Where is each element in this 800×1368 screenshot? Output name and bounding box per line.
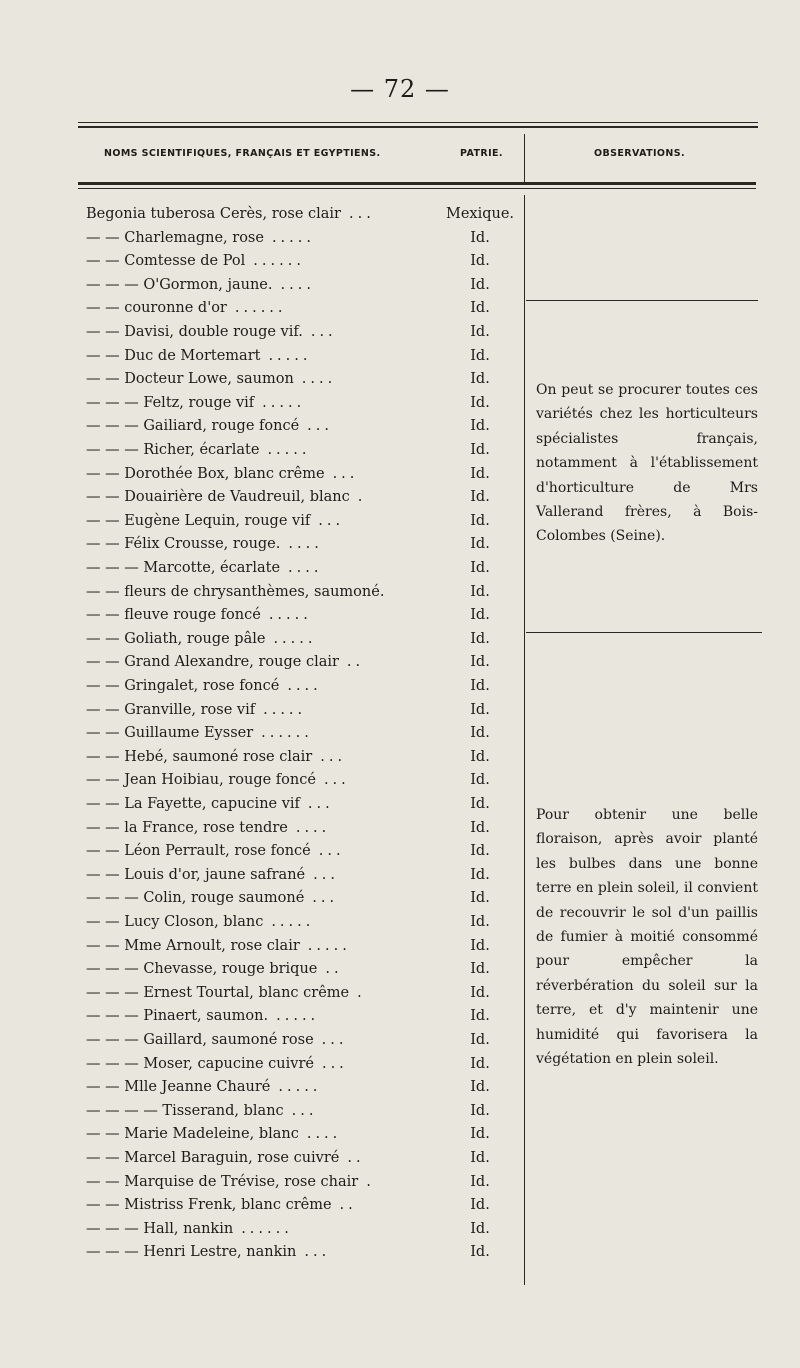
patrie-cell: Id. xyxy=(470,442,490,458)
species-name: — — Mme Arnoult, rose clair xyxy=(86,938,300,954)
table-row xyxy=(86,699,306,721)
leader-dots: ..... xyxy=(276,1008,320,1024)
species-name: — — Marcel Baraguin, rose cuivré xyxy=(86,1150,340,1166)
patrie-cell: Id. xyxy=(470,1008,490,1024)
table-row xyxy=(86,604,312,626)
species-name: — — Lucy Closon, blanc xyxy=(86,914,264,930)
leader-dots: ... xyxy=(321,1056,348,1072)
table-row xyxy=(86,1241,330,1263)
leader-dots: ..... xyxy=(307,938,351,954)
species-name: — — Douairière de Vaudreuil, blanc xyxy=(86,489,350,505)
table-row xyxy=(86,439,311,461)
species-name: — — — O'Gormon, jaune. xyxy=(86,277,273,293)
leader-dots: . xyxy=(366,1174,375,1190)
patrie-cell: Id. xyxy=(470,961,490,977)
patrie-cell: Id. xyxy=(470,1103,490,1119)
patrie-cell: Id. xyxy=(470,772,490,788)
patrie-cell: Id. xyxy=(470,938,490,954)
species-name: — — — Gailiard, rouge foncé xyxy=(86,418,300,434)
table-row xyxy=(86,274,315,296)
table-row xyxy=(86,345,312,367)
table-row xyxy=(86,1194,357,1216)
table-row xyxy=(86,840,345,862)
table-row xyxy=(86,297,287,319)
leader-dots: ... xyxy=(332,466,359,482)
table-row xyxy=(86,510,344,532)
patrie-cell: Id. xyxy=(470,1221,490,1237)
table-row xyxy=(86,392,305,414)
patrie-cell: Mexique. xyxy=(445,206,515,222)
patrie-cell: Id. xyxy=(470,985,490,1001)
leader-dots: ... xyxy=(318,513,345,529)
leader-dots: . xyxy=(357,985,366,1001)
patrie-cell: Id. xyxy=(470,1126,490,1142)
species-name: — — Grand Alexandre, rouge clair xyxy=(86,654,339,670)
species-name: — — couronne d'or xyxy=(86,300,227,316)
species-name: — — Granville, rose vif xyxy=(86,702,256,718)
species-name: — — Davisi, double rouge vif. xyxy=(86,324,303,340)
table-row xyxy=(86,321,337,343)
patrie-cell: Id. xyxy=(470,654,490,670)
species-name: — — — Gaillard, saumoné rose xyxy=(86,1032,314,1048)
patrie-cell: Id. xyxy=(470,702,490,718)
header-observations: OBSERVATIONS. xyxy=(594,148,685,159)
species-name: — — — Marcotte, écarlate xyxy=(86,560,281,576)
leader-dots: ... xyxy=(291,1103,318,1119)
leader-dots: ... xyxy=(307,796,334,812)
leader-dots: ... xyxy=(320,749,347,765)
table-row xyxy=(86,722,313,744)
leader-dots: .... xyxy=(280,277,315,293)
leader-dots: ..... xyxy=(263,702,307,718)
table-row xyxy=(86,958,343,980)
species-name: Begonia tuberosa Cerès, rose clair xyxy=(86,206,341,222)
patrie-cell: Id. xyxy=(470,277,490,293)
patrie-cell: Id. xyxy=(470,796,490,812)
leader-dots: ..... xyxy=(273,631,317,647)
patrie-cell: Id. xyxy=(470,749,490,765)
patrie-cell: Id. xyxy=(470,418,490,434)
leader-dots: .... xyxy=(295,820,331,836)
table-row xyxy=(86,887,338,909)
species-name: — — Eugène Lequin, rouge vif xyxy=(86,513,311,529)
leader-dots: ..... xyxy=(268,607,312,623)
top-rule-thick xyxy=(78,126,758,128)
leader-dots: .... xyxy=(288,536,323,552)
patrie-cell: Id. xyxy=(470,1197,490,1213)
table-row xyxy=(86,817,330,839)
patrie-cell: Id. xyxy=(470,466,490,482)
patrie-cell: Id. xyxy=(470,489,490,505)
patrie-cell: Id. xyxy=(470,1174,490,1190)
leader-dots: ... xyxy=(348,206,375,222)
species-name: — — Marie Madeleine, blanc xyxy=(86,1126,299,1142)
table-row xyxy=(86,227,315,249)
patrie-cell: Id. xyxy=(470,560,490,576)
leader-dots: ...... xyxy=(261,725,313,741)
column-divider-body xyxy=(524,195,525,1285)
observation-note-1: On peut se procurer toutes ces variétés chez les horticulteurs spécialistes français, notamment à l'établissement d'horticulture de Mrs Vallerand frères, à Bois-Colombes (Seine). xyxy=(536,382,758,545)
table-row xyxy=(86,1218,293,1240)
table-row xyxy=(86,1147,365,1169)
species-name: — — — — Tisserand, blanc xyxy=(86,1103,284,1119)
species-name: — — Charlemagne, rose xyxy=(86,230,264,246)
leader-dots: .. xyxy=(346,654,365,670)
leader-dots: ... xyxy=(304,1244,331,1260)
leader-dots: .. xyxy=(339,1197,357,1213)
patrie-cell: Id. xyxy=(470,230,490,246)
leader-dots: .. xyxy=(325,961,343,977)
species-name: — — — Pinaert, saumon. xyxy=(86,1008,269,1024)
observation-note-2: Pour obtenir une belle floraison, après avoir planté les bulbes dans une bonne terre en plein soleil, il convient de recouvrir le sol d'un paillis de fumier à moitié consommé pour empêcher la réverbération du soleil sur la terre, et d'y maintenir une humidité qui favorisera la végétation en plein soleil. xyxy=(536,807,758,1068)
patrie-cell: Id. xyxy=(470,843,490,859)
obs-separator-mid xyxy=(526,632,762,633)
patrie-cell: Id. xyxy=(470,1150,490,1166)
obs-separator-top xyxy=(526,300,758,301)
table-row xyxy=(86,203,375,225)
species-name: — — Guillaume Eysser xyxy=(86,725,254,741)
patrie-cell: Id. xyxy=(470,678,490,694)
patrie-cell: Id. xyxy=(470,348,490,364)
species-name: — — Mlle Jeanne Chauré xyxy=(86,1079,271,1095)
patrie-cell: Id. xyxy=(470,914,490,930)
table-row xyxy=(86,935,351,957)
top-rule-thin xyxy=(78,122,758,123)
leader-dots: ..... xyxy=(278,1079,322,1095)
table-row xyxy=(86,982,366,1004)
patrie-cell: Id. xyxy=(470,584,490,600)
table-row xyxy=(86,1076,321,1098)
species-name: — — — Richer, écarlate xyxy=(86,442,260,458)
leader-dots: ... xyxy=(321,1032,348,1048)
leader-dots: ..... xyxy=(262,395,306,411)
species-name: — — Goliath, rouge pâle xyxy=(86,631,266,647)
table-row xyxy=(86,746,346,768)
species-name: — — — Moser, capucine cuivré xyxy=(86,1056,314,1072)
patrie-cell: Id. xyxy=(470,725,490,741)
patrie-cell: Id. xyxy=(470,1079,490,1095)
species-name: — — — Colin, rouge saumoné xyxy=(86,890,305,906)
patrie-cell: Id. xyxy=(470,1244,490,1260)
table-row xyxy=(86,911,314,933)
table-row xyxy=(86,628,317,650)
leader-dots: .... xyxy=(288,560,323,576)
table-row xyxy=(86,581,392,603)
table-row xyxy=(86,557,322,579)
species-name: — — — Feltz, rouge vif xyxy=(86,395,255,411)
leader-dots: .... xyxy=(301,371,337,387)
species-name: — — la France, rose tendre xyxy=(86,820,288,836)
leader-dots: ...... xyxy=(241,1221,293,1237)
leader-dots: .... xyxy=(287,678,322,694)
patrie-cell: Id. xyxy=(470,513,490,529)
table-row xyxy=(86,533,323,555)
patrie-cell: Id. xyxy=(470,300,490,316)
leader-dots: ..... xyxy=(267,442,311,458)
leader-dots: ... xyxy=(310,324,337,340)
table-row xyxy=(86,1053,348,1075)
header-names: NOMS SCIENTIFIQUES, FRANÇAIS ET EGYPTIENS. xyxy=(104,148,381,159)
table-row xyxy=(86,368,336,390)
patrie-cell: Id. xyxy=(470,253,490,269)
species-name: — — Louis d'or, jaune safrané xyxy=(86,867,306,883)
patrie-cell: Id. xyxy=(470,371,490,387)
table-row xyxy=(86,651,364,673)
table-row xyxy=(86,415,333,437)
species-name: — — Félix Crousse, rouge. xyxy=(86,536,281,552)
species-name: — — fleurs de chrysanthèmes, saumoné. xyxy=(86,584,385,600)
leader-dots: ...... xyxy=(253,253,305,269)
table-row xyxy=(86,675,322,697)
patrie-cell: Id. xyxy=(470,1032,490,1048)
leader-dots: ... xyxy=(318,843,345,859)
page-number: — 72 — xyxy=(350,75,450,103)
species-name: — — Léon Perrault, rose foncé xyxy=(86,843,311,859)
table-row xyxy=(86,486,366,508)
leader-dots: ...... xyxy=(234,300,287,316)
table-row xyxy=(86,1029,348,1051)
leader-dots: .. xyxy=(347,1150,365,1166)
leader-dots: . xyxy=(357,489,367,505)
species-name: — — Jean Hoibiau, rouge foncé xyxy=(86,772,316,788)
leader-dots: ... xyxy=(313,867,339,883)
patrie-cell: Id. xyxy=(470,324,490,340)
species-name: — — — Chevasse, rouge brique xyxy=(86,961,318,977)
leader-dots: .... xyxy=(306,1126,342,1142)
table-row xyxy=(86,1123,341,1145)
species-name: — — — Henri Lestre, nankin xyxy=(86,1244,297,1260)
species-name: — — — Hall, nankin xyxy=(86,1221,234,1237)
table-row xyxy=(86,1100,317,1122)
table-row xyxy=(86,1171,375,1193)
patrie-cell: Id. xyxy=(470,607,490,623)
species-name: — — La Fayette, capucine vif xyxy=(86,796,300,812)
species-name: — — Comtesse de Pol xyxy=(86,253,246,269)
leader-dots: ... xyxy=(307,418,333,434)
patrie-cell: Id. xyxy=(470,631,490,647)
species-name: — — Hebé, saumoné rose clair xyxy=(86,749,313,765)
patrie-cell: Id. xyxy=(470,890,490,906)
species-name: — — Dorothée Box, blanc crême xyxy=(86,466,325,482)
leader-dots: ..... xyxy=(271,230,315,246)
species-name: — — fleuve rouge foncé xyxy=(86,607,261,623)
table-row xyxy=(86,1005,319,1027)
table-row xyxy=(86,769,350,791)
table-row xyxy=(86,250,305,272)
header-patrie: PATRIE. xyxy=(460,148,503,159)
column-divider-header xyxy=(524,134,525,182)
species-name: — — Duc de Mortemart xyxy=(86,348,261,364)
leader-dots: ... xyxy=(323,772,350,788)
table-row xyxy=(86,793,334,815)
patrie-cell: Id. xyxy=(470,536,490,552)
species-name: — — Gringalet, rose foncé xyxy=(86,678,280,694)
leader-dots: ..... xyxy=(271,914,315,930)
species-name: — — Docteur Lowe, saumon xyxy=(86,371,294,387)
patrie-cell: Id. xyxy=(470,867,490,883)
species-name: — — Mistriss Frenk, blanc crême xyxy=(86,1197,332,1213)
leader-dots: ... xyxy=(312,890,339,906)
patrie-cell: Id. xyxy=(470,395,490,411)
leader-dots: ..... xyxy=(268,348,312,364)
table-row xyxy=(86,864,339,886)
patrie-cell: Id. xyxy=(470,820,490,836)
patrie-cell: Id. xyxy=(470,1056,490,1072)
species-name: — — Marquise de Trévise, rose chair xyxy=(86,1174,359,1190)
header-rule-thin xyxy=(78,188,756,189)
species-name: — — — Ernest Tourtal, blanc crême xyxy=(86,985,350,1001)
table-row xyxy=(86,463,358,485)
header-rule-thick xyxy=(78,182,756,185)
